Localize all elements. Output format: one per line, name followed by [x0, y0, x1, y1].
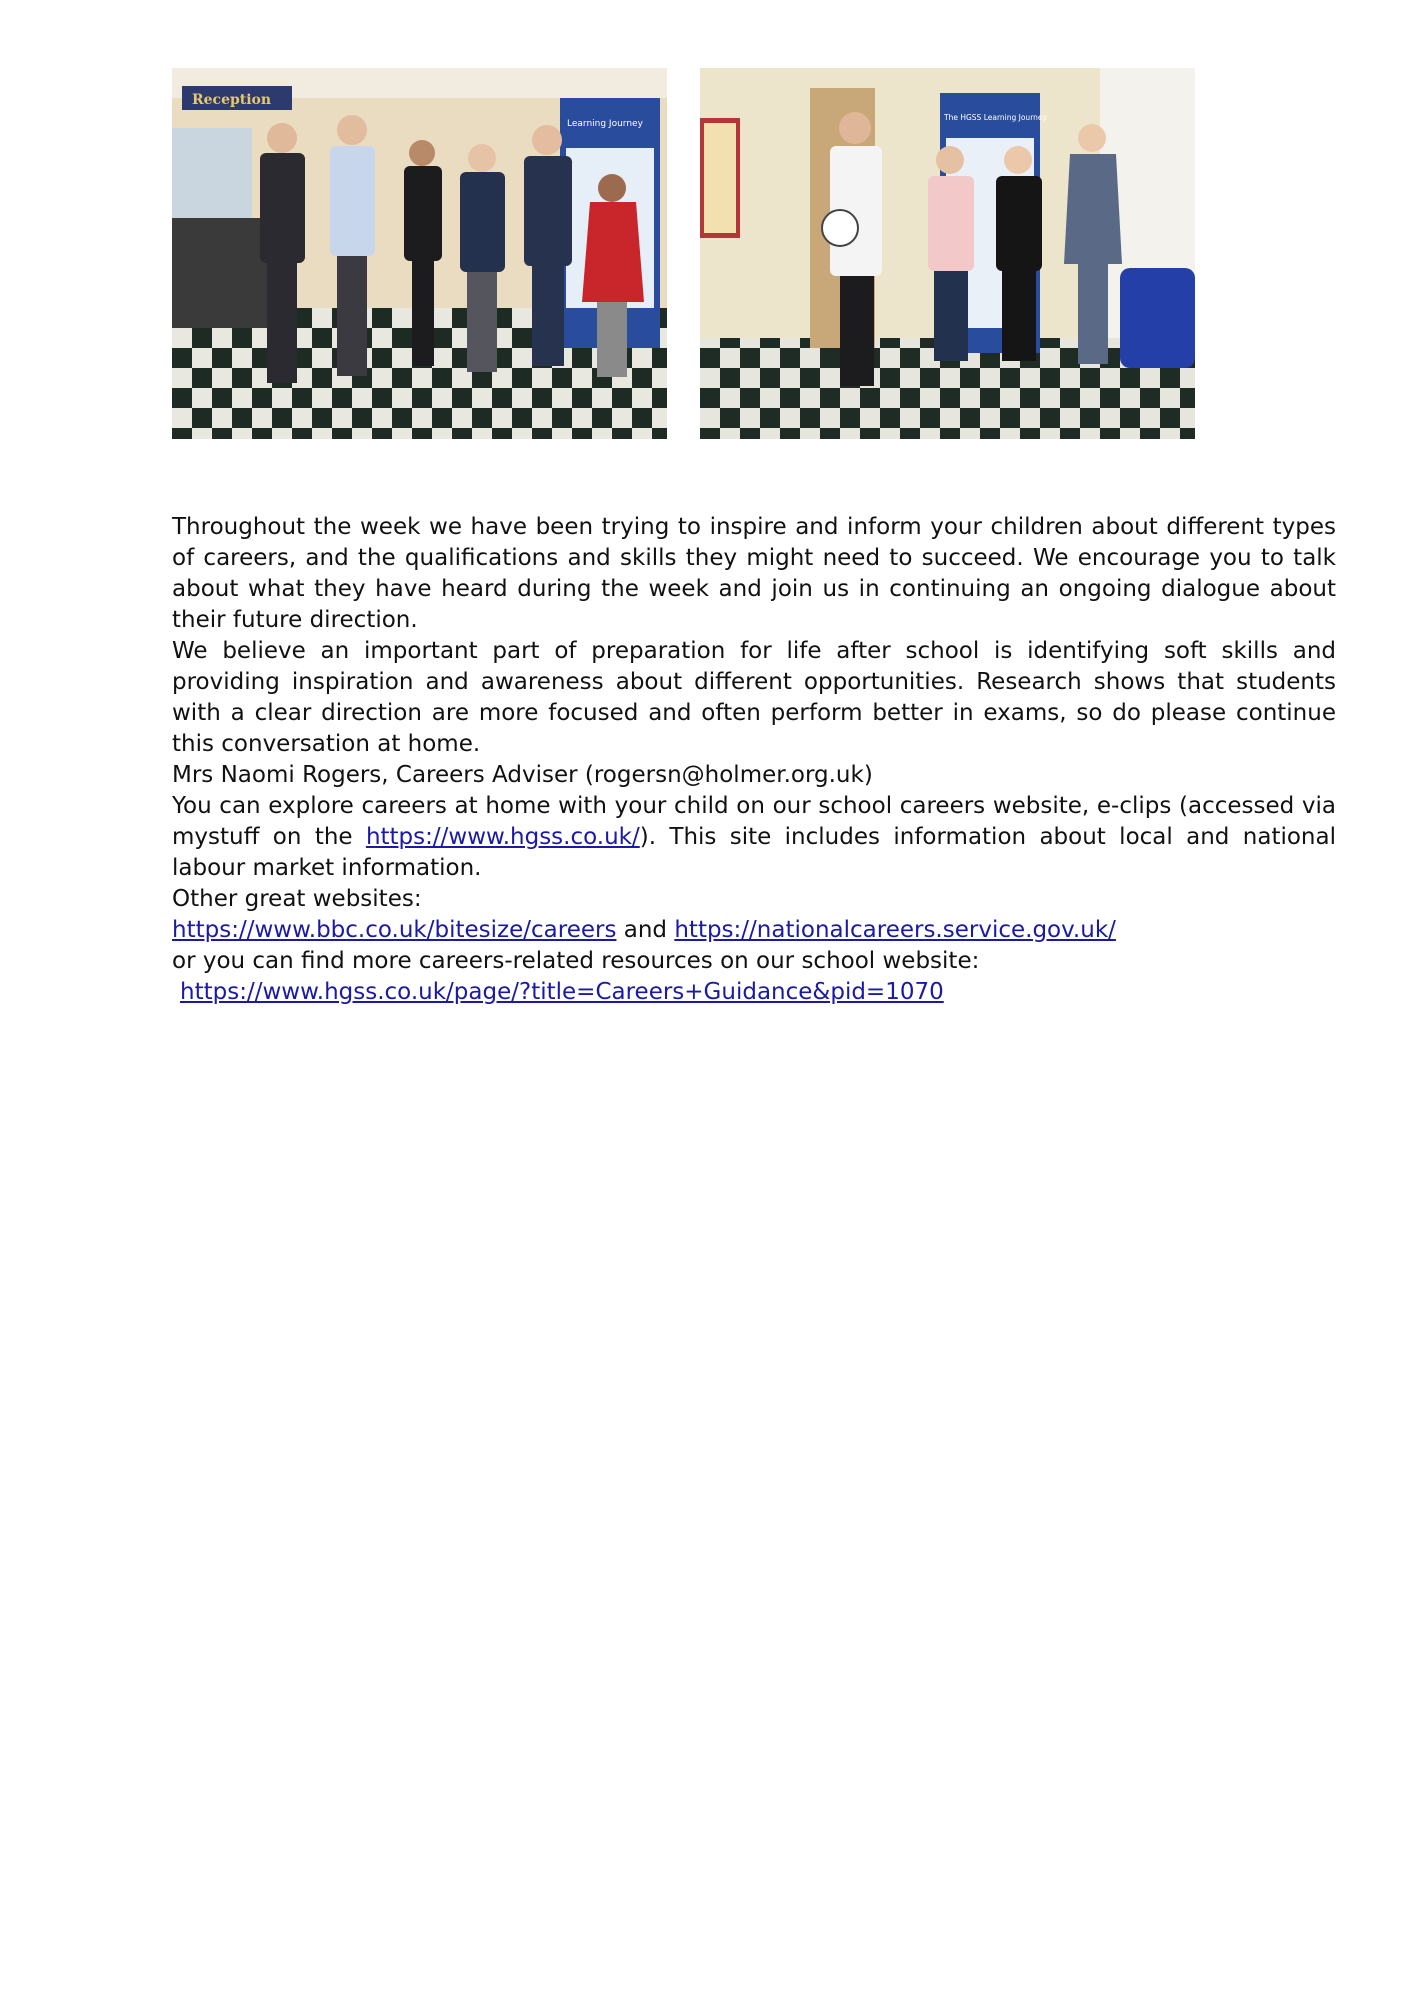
paragraph-careers-week: Throughout the week we have been trying to inspire and inform your children about different types of careers, and the qualifications and skills they might need to succeed. We encourage you to talk about what they have heard during the week and join us in continuing an ongoing dialogue about their future direction. — [172, 514, 1336, 633]
link-bbc-bitesize-careers[interactable]: https://www.bbc.co.uk/bitesize/careers — [172, 917, 617, 943]
websites-links-line — [172, 915, 1336, 946]
photo-careers-visitors-banner — [700, 68, 1195, 439]
paragraph-soft-skills: We believe an important part of preparation for life after school is identifying soft skills and providing inspiration and awareness about different opportunities. Research shows that students with a clear direction are more focused and often perform better in exams, so do please continue this conversation at home. — [172, 638, 1336, 757]
photo-right-illustration — [700, 68, 1195, 439]
link-hgss-careers-guidance[interactable]: https://www.hgss.co.uk/page/?title=Careers+Guidance&pid=1070 — [180, 979, 944, 1005]
school-careers-link-line — [172, 977, 1336, 1008]
other-websites-label: Other great websites: — [172, 886, 422, 912]
svg-text:Reception: Reception — [192, 92, 272, 108]
link-hgss-home[interactable]: https://www.hgss.co.uk/ — [365, 824, 640, 850]
svg-text:Learning Journey: Learning Journey — [567, 119, 643, 129]
link-national-careers-service[interactable]: https://nationalcareers.service.gov.uk/ — [674, 917, 1116, 943]
signature-careers-adviser: Mrs Naomi Rogers, Careers Adviser (rogersn@holmer.org.uk) — [172, 762, 873, 788]
photo-left-illustration — [172, 68, 667, 439]
svg-text:The HGSS Learning Journey: The HGSS Learning Journey — [944, 113, 1047, 122]
resources-text: or you can find more careers-related resources on our school website: — [172, 948, 980, 974]
and-text: and — [616, 917, 675, 943]
letter-body — [172, 512, 1336, 1008]
photo-careers-visitors-reception — [172, 68, 667, 439]
explore-text-before: You can explore careers at home with your child on our school careers website, e-clips (accessed via mystuff on the — [172, 793, 1336, 850]
explore-text-after: ). This site includes information about local and national labour market information. — [172, 824, 1336, 881]
paragraph-explore-careers — [172, 791, 1336, 884]
